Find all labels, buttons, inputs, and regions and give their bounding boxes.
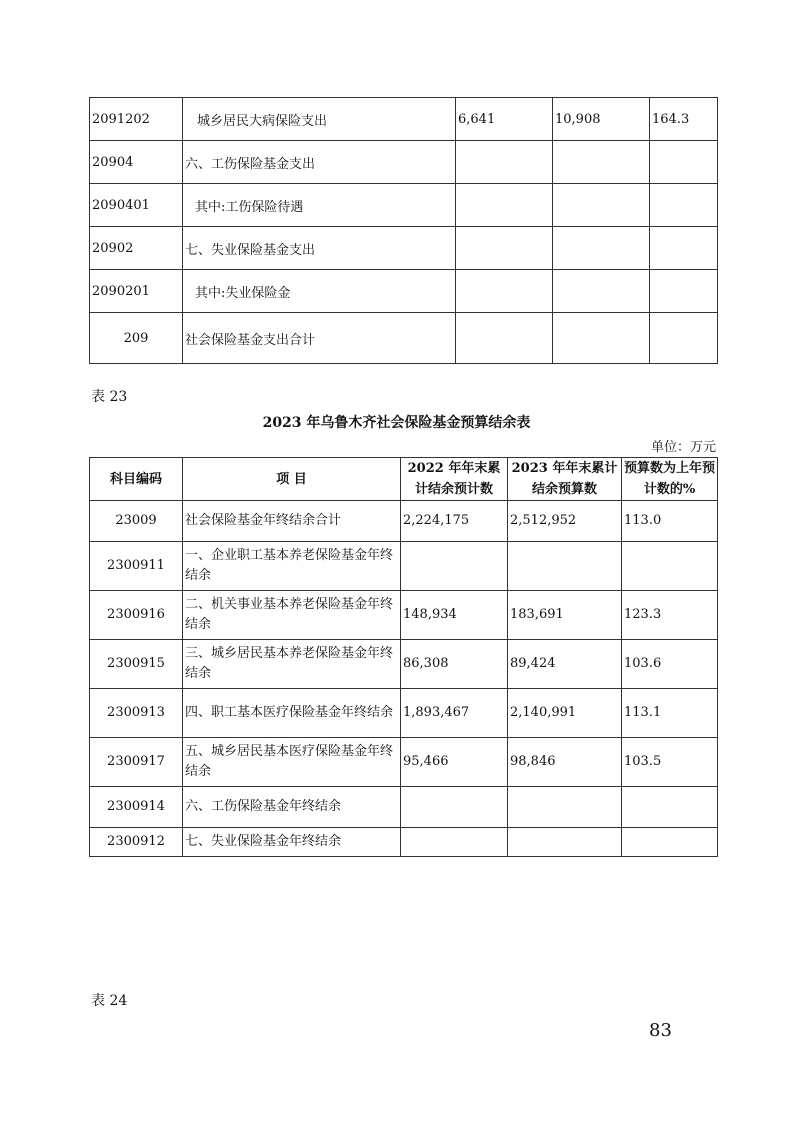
table-row bbox=[90, 828, 718, 857]
table-label: 表 23 bbox=[91, 389, 128, 405]
page-number: 83 bbox=[649, 1020, 672, 1041]
column-header: 项 目 bbox=[183, 458, 401, 501]
table-row bbox=[90, 184, 718, 227]
item-cell: 三、城乡居民基本养老保险基金年终结余 bbox=[183, 640, 401, 689]
value-cell: 113.0 bbox=[622, 501, 718, 542]
code-cell: 2300911 bbox=[90, 542, 183, 591]
code-cell: 2300917 bbox=[90, 738, 183, 787]
value-cell bbox=[553, 141, 650, 184]
value-cell bbox=[622, 787, 718, 828]
value-cell bbox=[456, 313, 553, 364]
value-cell bbox=[553, 270, 650, 313]
value-cell bbox=[553, 184, 650, 227]
value-cell bbox=[553, 313, 650, 364]
header-row bbox=[90, 458, 718, 501]
code-cell: 2300914 bbox=[90, 787, 183, 828]
item-cell: 社会保险基金年终结余合计 bbox=[183, 501, 401, 542]
value-cell: 183,691 bbox=[508, 591, 622, 640]
item-cell: 其中:失业保险金 bbox=[183, 270, 456, 313]
table-row bbox=[90, 640, 718, 689]
fund-expenditure-table bbox=[89, 97, 718, 364]
value-cell: 148,934 bbox=[401, 591, 508, 640]
code-cell: 209 bbox=[90, 313, 183, 364]
code-cell: 20902 bbox=[90, 227, 183, 270]
item-cell: 其中:工伤保险待遇 bbox=[183, 184, 456, 227]
value-cell: 98,846 bbox=[508, 738, 622, 787]
item-cell: 七、失业保险基金支出 bbox=[183, 227, 456, 270]
value-cell bbox=[456, 141, 553, 184]
value-cell: 103.5 bbox=[622, 738, 718, 787]
value-cell: 89,424 bbox=[508, 640, 622, 689]
code-cell: 2300916 bbox=[90, 591, 183, 640]
item-cell: 五、城乡居民基本医疗保险基金年终结余 bbox=[183, 738, 401, 787]
code-cell: 23009 bbox=[90, 501, 183, 542]
value-cell bbox=[401, 787, 508, 828]
value-cell bbox=[622, 542, 718, 591]
code-cell: 2091202 bbox=[90, 98, 183, 141]
table-row bbox=[90, 227, 718, 270]
value-cell bbox=[650, 184, 718, 227]
value-cell: 123.3 bbox=[622, 591, 718, 640]
table-row bbox=[90, 542, 718, 591]
value-cell bbox=[508, 787, 622, 828]
value-cell bbox=[456, 227, 553, 270]
table-row bbox=[90, 98, 718, 141]
value-cell: 103.6 bbox=[622, 640, 718, 689]
table-row bbox=[90, 787, 718, 828]
value-cell: 2,224,175 bbox=[401, 501, 508, 542]
code-cell: 2090201 bbox=[90, 270, 183, 313]
value-cell bbox=[456, 270, 553, 313]
value-cell: 2,512,952 bbox=[508, 501, 622, 542]
item-cell: 七、失业保险基金年终结余 bbox=[183, 828, 401, 857]
column-header: 预算数为上年预计数的% bbox=[622, 458, 718, 501]
value-cell bbox=[622, 828, 718, 857]
code-cell: 2300915 bbox=[90, 640, 183, 689]
item-cell: 六、工伤保险基金支出 bbox=[183, 141, 456, 184]
table-row bbox=[90, 738, 718, 787]
value-cell: 113.1 bbox=[622, 689, 718, 738]
item-cell: 四、职工基本医疗保险基金年终结余 bbox=[183, 689, 401, 738]
value-cell: 86,308 bbox=[401, 640, 508, 689]
item-cell: 城乡居民大病保险支出 bbox=[183, 98, 456, 141]
column-header: 2023 年年末累计结余预算数 bbox=[508, 458, 622, 501]
value-cell bbox=[456, 184, 553, 227]
code-cell: 20904 bbox=[90, 141, 183, 184]
value-cell: 164.3 bbox=[650, 98, 718, 141]
value-cell bbox=[401, 828, 508, 857]
table-row bbox=[90, 270, 718, 313]
item-cell: 一、企业职工基本养老保险基金年终结余 bbox=[183, 542, 401, 591]
value-cell bbox=[650, 141, 718, 184]
value-cell bbox=[650, 313, 718, 364]
table-row bbox=[90, 501, 718, 542]
table-row bbox=[90, 689, 718, 738]
fund-balance-table bbox=[89, 457, 718, 857]
code-cell: 2300913 bbox=[90, 689, 183, 738]
table-row bbox=[90, 313, 718, 364]
code-cell: 2090401 bbox=[90, 184, 183, 227]
value-cell: 2,140,991 bbox=[508, 689, 622, 738]
value-cell bbox=[401, 542, 508, 591]
table-row bbox=[90, 141, 718, 184]
code-cell: 2300912 bbox=[90, 828, 183, 857]
item-cell: 社会保险基金支出合计 bbox=[183, 313, 456, 364]
value-cell bbox=[553, 227, 650, 270]
item-cell: 二、机关事业基本养老保险基金年终结余 bbox=[183, 591, 401, 640]
value-cell bbox=[508, 542, 622, 591]
value-cell: 95,466 bbox=[401, 738, 508, 787]
unit-label: 单位：万元 bbox=[650, 440, 716, 455]
item-cell: 六、工伤保险基金年终结余 bbox=[183, 787, 401, 828]
table-row bbox=[90, 591, 718, 640]
value-cell bbox=[650, 270, 718, 313]
value-cell bbox=[650, 227, 718, 270]
value-cell: 10,908 bbox=[553, 98, 650, 141]
value-cell: 1,893,467 bbox=[401, 689, 508, 738]
column-header: 2022 年年末累计结余预计数 bbox=[401, 458, 508, 501]
value-cell: 6,641 bbox=[456, 98, 553, 141]
value-cell bbox=[508, 828, 622, 857]
column-header: 科目编码 bbox=[90, 458, 183, 501]
table-title: 2023 年乌鲁木齐社会保险基金预算结余表 bbox=[262, 415, 531, 431]
table-label: 表 24 bbox=[91, 993, 128, 1009]
